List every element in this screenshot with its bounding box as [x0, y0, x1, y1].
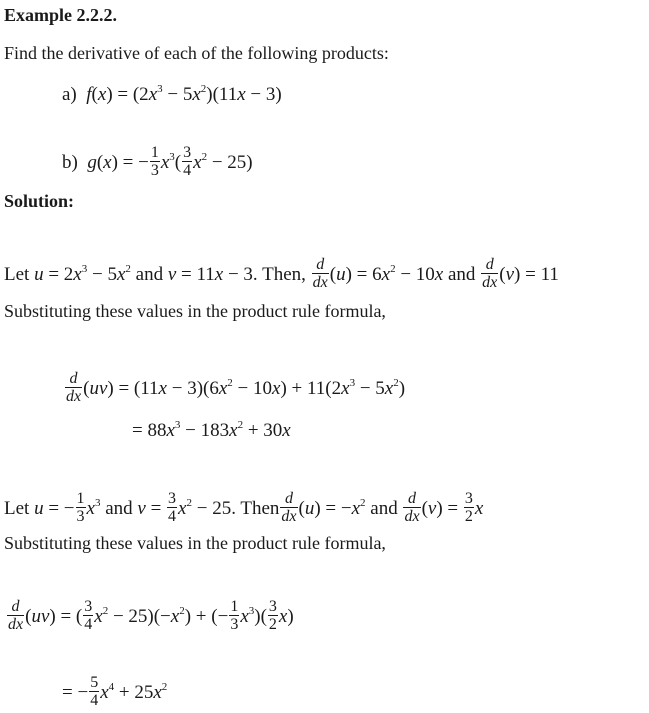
part-b-derivative: $\frac{d}{dx}$ (uv) = ( $\frac{3}{4}$ $x^2 - 25)(-x^2)$ + (− $\frac{1}{3}$ $x^3$)( $\frac{3}{2}$ x) — [8, 598, 294, 633]
and-word: and — [105, 497, 133, 519]
problem-a: a) $f(x) = (2x^3 - 5x^2)(11x - 3)$ — [62, 83, 282, 105]
part-a-substituting: Substituting these values in the product rule formula, — [4, 301, 386, 321]
fraction: $\frac{3}{2}$ — [464, 490, 473, 525]
problem-prompt: Find the derivative of each of the following products: — [4, 43, 389, 63]
fraction: $\frac{d}{dx}$ — [8, 598, 24, 633]
fraction: $\frac{d}{dx}$ — [312, 256, 328, 291]
part-a-let-line: Let $u = 2x^3 - 5x^2$ and v = 11x − 3. Then, $\frac{d}{dx}$ $(u) = 6x^2 - 10x$ and $\frac{d}{dx}$ (v) = 11 — [4, 256, 559, 291]
fraction: $\frac{d}{dx}$ — [404, 490, 420, 525]
solution-heading: Solution: — [4, 191, 75, 211]
fraction: $\frac{3}{4}$ — [168, 490, 177, 525]
fraction: $\frac{1}{3}$ — [230, 598, 239, 633]
problem-b-label: b) — [62, 151, 78, 173]
part-b-result: = − $\frac{5}{4}$ $x^4 + 25x^2$ — [62, 674, 168, 709]
and-word: and — [370, 497, 398, 519]
fraction: $\frac{d}{dx}$ — [482, 256, 498, 291]
part-a-derivative: $\frac{d}{dx}$ $(uv) = (11x - 3)(6x^2 - 10x) + 11(2x^3 - 5x^2)$ — [66, 370, 406, 405]
then-word: Then — [240, 497, 280, 519]
and-word: and — [135, 263, 164, 285]
and-word: and — [447, 263, 476, 285]
fraction: $\frac{d}{dx}$ — [66, 370, 82, 405]
part-a-result: = $88x^3 - 183x^2 + 30x$ — [132, 419, 291, 441]
fraction: $\frac{5}{4}$ — [90, 674, 99, 709]
part-b-substituting: Substituting these values in the product rule formula, — [4, 533, 386, 553]
part-b-let-line: Let u = − $\frac{1}{3}$ $x^3$ and v = $\frac{3}{4}$ $x^2 - 25$. Then $\frac{d}{dx}$ $(u) = -x^2$ and $\frac{d}{dx}$ (v) = $\frac{3}{2}$ x — [4, 490, 484, 525]
fraction: $\frac{1}{3}$ — [150, 144, 159, 179]
then-word: Then, — [262, 263, 306, 285]
let-word: Let — [4, 263, 30, 285]
let-word: Let — [4, 497, 30, 519]
fraction: $\frac{3}{4}$ — [84, 598, 93, 633]
fraction: $\frac{1}{3}$ — [76, 490, 85, 525]
fraction: $\frac{3}{2}$ — [268, 598, 277, 633]
fraction: $\frac{d}{dx}$ — [281, 490, 297, 525]
problem-a-label: a) — [62, 84, 77, 105]
fraction: $\frac{3}{4}$ — [183, 144, 192, 179]
problem-b: b) g(x) = − $\frac{1}{3}$ $x^3$( $\frac{3}{4}$ $x^2 - 25$) — [62, 144, 253, 179]
example-title: Example 2.2.2. — [4, 5, 118, 25]
